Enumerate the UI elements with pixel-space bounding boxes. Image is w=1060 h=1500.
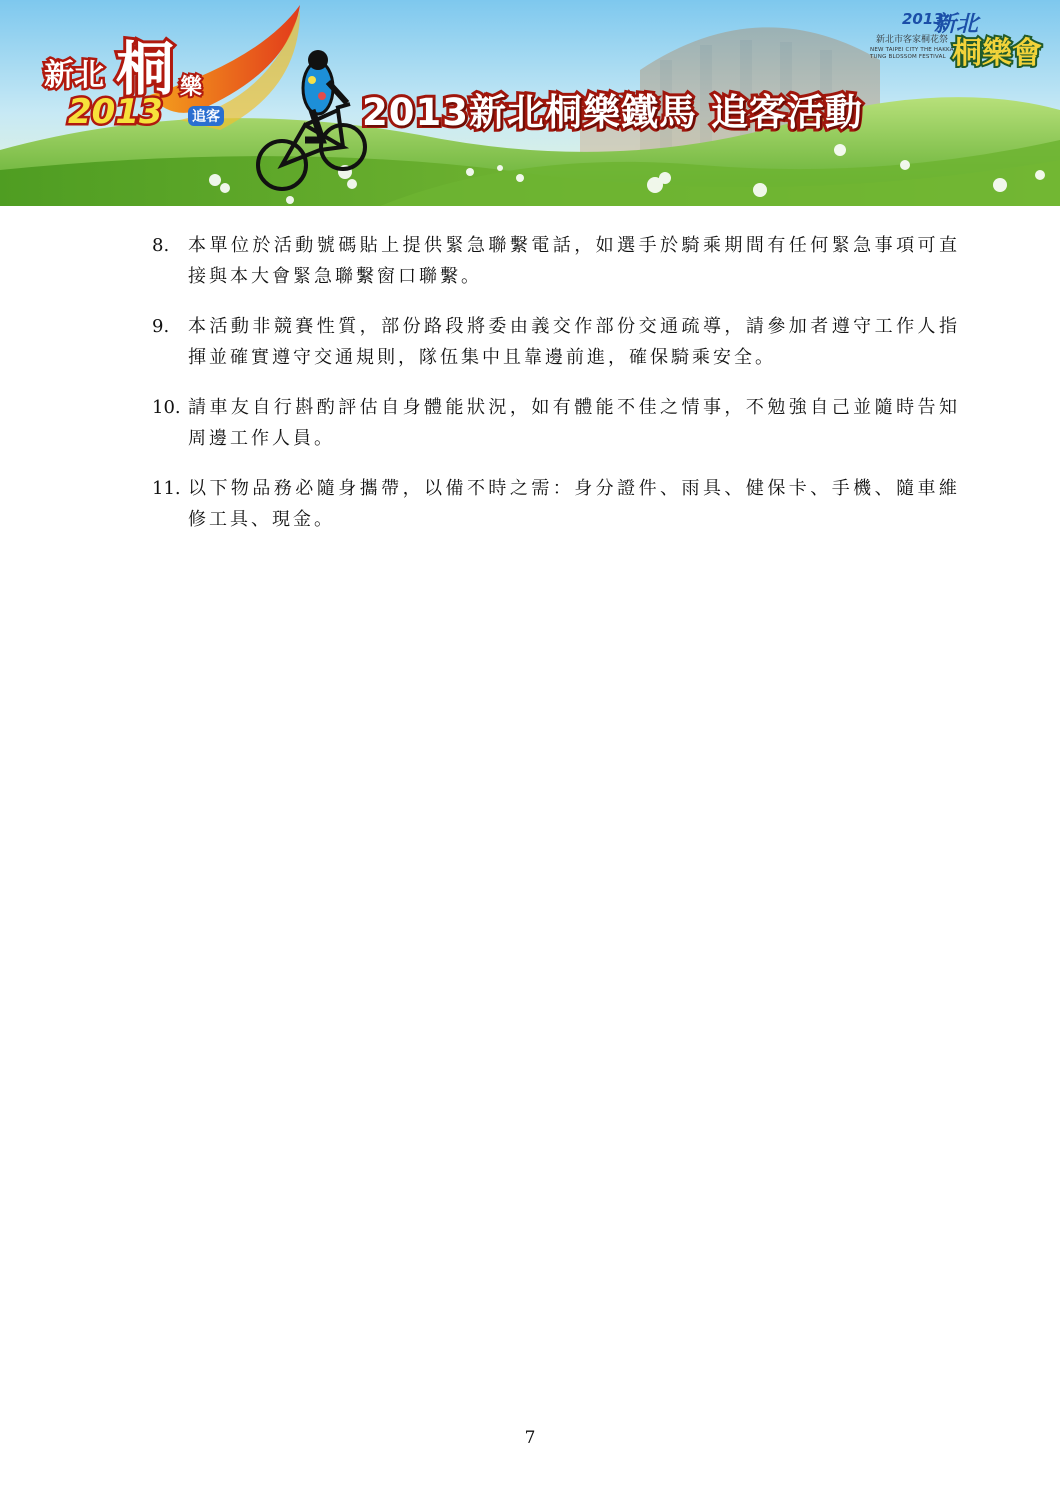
item-text: 本活動非競賽性質，部份路段將委由義交作部份交通疏導，請參加者遵守工作人指揮並確實遵守交通規則，隊伍集中且靠邊前進，確保騎乘安全。 <box>188 316 960 368</box>
item-number: 8. <box>152 235 170 256</box>
rules-list <box>152 230 960 554</box>
item-text: 本單位於活動號碼貼上提供緊急聯繫電話，如選手於騎乘期間有任何緊急事項可直接與本大會緊急聯繫窗口聯繫。 <box>188 235 960 287</box>
list-item <box>152 230 960 292</box>
festival-logo-right <box>868 10 1044 71</box>
logo-right-year: 2013 <box>902 10 944 28</box>
list-item <box>152 392 960 454</box>
header-banner <box>0 0 1060 206</box>
item-text: 以下物品務必隨身攜帶，以備不時之需：身分證件、雨具、健保卡、手機、隨車維修工具、現金。 <box>188 478 960 530</box>
item-number: 9. <box>152 316 170 337</box>
logo-right-newtaipei: 新北 <box>934 12 979 37</box>
logo-text-le: 樂 <box>180 75 203 100</box>
banner-title: 2013新北桐樂鐵馬 追客活動 <box>362 91 863 134</box>
item-number: 11. <box>152 478 181 499</box>
logo-tag: 追客 <box>188 106 224 126</box>
logo-text-tung: 桐 <box>116 35 175 103</box>
logo-right-english-2: TUNG BLOSSOM FESTIVAL <box>870 54 946 60</box>
logo-right-festival-name: 新北市客家桐花祭 <box>876 35 949 45</box>
item-text: 請車友自行斟酌評估自身體能狀況，如有體能不佳之情事，不勉強自己並隨時告知周邊工作人員。 <box>188 397 960 449</box>
list-item <box>152 311 960 373</box>
logo-right-tunglehui: 桐樂會 <box>952 36 1042 71</box>
item-number: 10. <box>152 397 181 418</box>
logo-year: 2013 <box>68 92 163 132</box>
logo-text-newtaipei: 新北 <box>44 58 104 93</box>
page-number: 7 <box>524 1428 536 1448</box>
logo-right-english-1: NEW TAIPEI CITY THE HAKKA <box>870 47 954 53</box>
festival-logo-left <box>38 20 228 135</box>
list-item <box>152 473 960 535</box>
